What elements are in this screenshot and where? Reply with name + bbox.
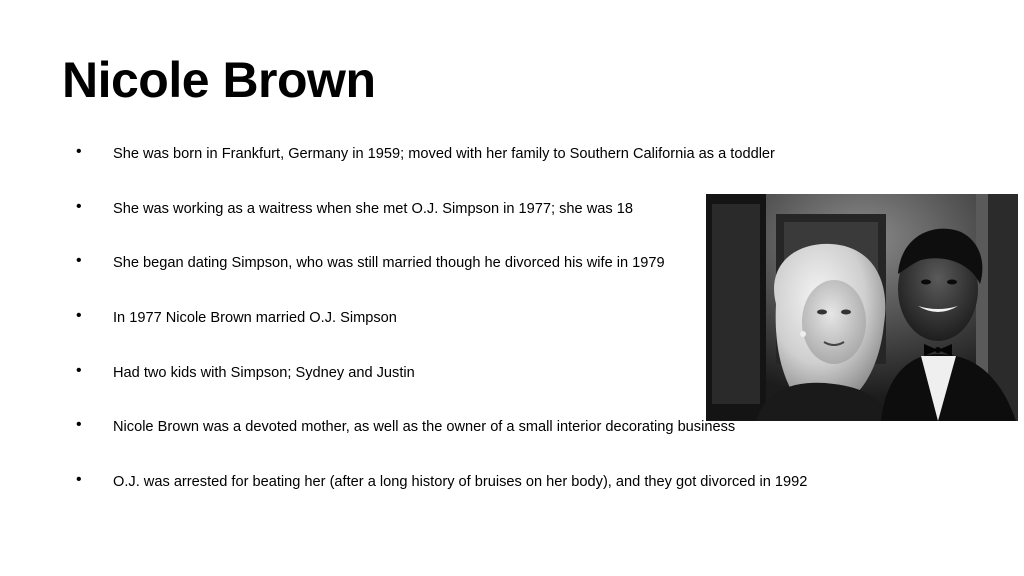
couple-photo — [706, 194, 1018, 421]
bullet-text: Nicole Brown was a devoted mother, as well as the owner of a small interior decorating business — [113, 419, 736, 436]
bullet-text: She was working as a waitress when she met O.J. Simpson in 1977; she was 18 — [113, 200, 633, 217]
bullet-dot-icon: • — [76, 143, 82, 160]
bullet-dot-icon: • — [76, 252, 82, 270]
bullet-text: Had two kids with Simpson; Sydney and Justin — [113, 364, 415, 381]
bullet-text: She began dating Simpson, who was still married though he divorced his wife in 1979 — [113, 255, 665, 272]
photo-illustration — [706, 194, 1018, 421]
bullet-text: O.J. was arrested for beating her (after a long history of bruises on her body), and they got divorced in 1992 — [113, 474, 808, 491]
bullet-dot-icon: • — [76, 361, 82, 379]
bullet-dot-icon: • — [76, 197, 82, 215]
bullet-text: She was born in Frankfurt, Germany in 1959; moved with her family to Southern California as a toddler — [113, 146, 775, 162]
bullet-dot-icon: • — [76, 416, 82, 434]
bullet-dot-icon: • — [76, 471, 82, 489]
bullet-dot-icon: • — [76, 307, 82, 325]
slide-title: Nicole Brown — [62, 52, 376, 108]
bullet-text: In 1977 Nicole Brown married O.J. Simpson — [113, 310, 397, 327]
